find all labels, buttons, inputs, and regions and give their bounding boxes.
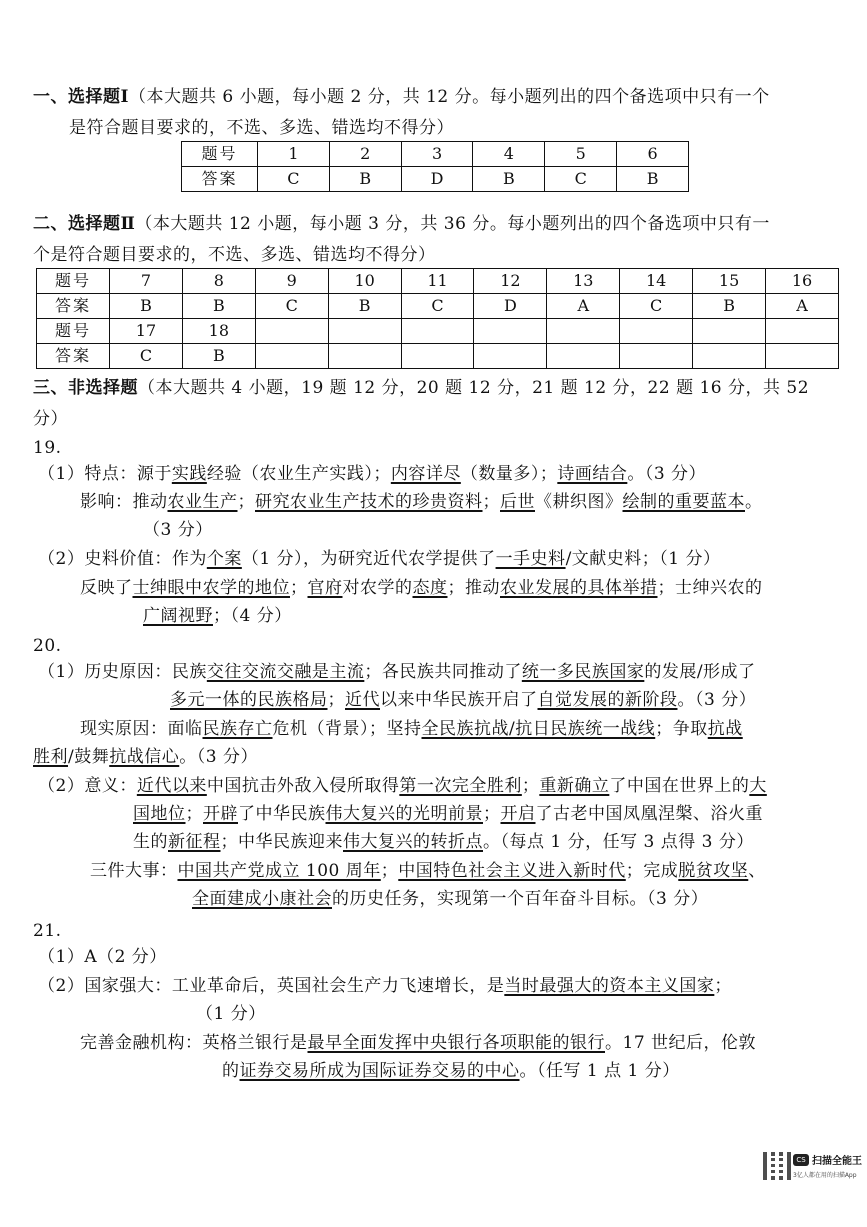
table-row-answers: [37, 344, 839, 369]
answer-cell: C: [401, 294, 474, 319]
q21-part2-strong-nation: （2）国家强大：工业革命后，英国社会生产力飞速增长，是当时最强大的资本主义国家；: [38, 976, 732, 996]
answer-cell: [328, 344, 401, 369]
table-row-question-numbers: [37, 269, 839, 294]
q20-part2-three-events-a: 三件大事：中国共产党成立 100 周年；中国特色社会主义进入新时代；完成脱贫攻坚、: [90, 861, 766, 881]
row-label-question: 题号: [37, 319, 110, 344]
section-3-title: 三、非选择题: [33, 378, 138, 398]
section-3-heading: [33, 375, 809, 401]
section-2-answer-table: [36, 268, 839, 369]
table-row-question-numbers: [37, 319, 839, 344]
question-number-cell: [474, 319, 547, 344]
section-2-heading: [33, 211, 770, 237]
q20-part1-reality-b: 胜利/鼓舞抗战信心。（3 分）: [33, 747, 258, 767]
camscanner-logo-icon: CS: [793, 1154, 809, 1166]
question-number-cell: [620, 319, 693, 344]
question-number-cell: 4: [473, 142, 545, 167]
q19-part1-features: （1）特点：源于实践经验（农业生产实践）；内容详尽（数量多）；诗画结合。（3 分）: [38, 464, 707, 484]
section-1-answer-table: [181, 141, 689, 192]
q20-part2-meaning-a: （2）意义：近代以来中国抗击外敌入侵所取得第一次完全胜利；重新确立了中国在世界上的大: [38, 776, 767, 796]
q19-part1-influence: 影响：推动农业生产；研究农业生产技术的珍贵资料；后世《耕织图》绘制的重要蓝本。: [80, 492, 763, 512]
question-number-cell: [255, 319, 328, 344]
answer-cell: B: [182, 294, 255, 319]
question-number-cell: 6: [617, 142, 689, 167]
answer-cell: B: [473, 167, 545, 192]
q20-number: 20.: [33, 636, 62, 656]
q20-part1-history-b: 多元一体的民族格局；近代以来中华民族开启了自觉发展的新阶段。（3 分）: [170, 690, 757, 710]
q21-number: 21.: [33, 921, 62, 941]
question-number-cell: [766, 319, 839, 344]
section-2-title: 二、选择题Ⅱ: [33, 214, 136, 234]
q20-part1-reality-a: 现实原因：面临民族存亡危机（背景）；坚持全民族抗战/抗日民族统一战线；争取抗战: [80, 719, 743, 739]
answer-cell: C: [110, 344, 183, 369]
section-2-note-a: （本大题共 12 小题，每小题 3 分，共 36 分。每小题列出的四个备选项中只有一: [135, 214, 770, 234]
q20-part2-meaning-b: 国地位；开辟了中华民族伟大复兴的光明前景；开启了古老中国凤凰涅槃、浴火重: [133, 804, 763, 824]
section-1-heading: [33, 84, 770, 110]
row-label-question: 题号: [37, 269, 110, 294]
section-1-note-a: （本大题共 6 小题，每小题 2 分，共 12 分。每小题列出的四个备选项中只有一个: [128, 87, 770, 107]
question-number-cell: 11: [401, 269, 474, 294]
section-1-note-b: 是符合题目要求的，不选、多选、错选均不得分）: [69, 118, 454, 138]
answer-cell: B: [328, 294, 401, 319]
answer-cell: [474, 344, 547, 369]
q20-part1-history-a: （1）历史原因：民族交往交流交融是主流；各民族共同推动了统一多民族国家的发展/形成了: [38, 662, 756, 682]
answer-cell: A: [547, 294, 620, 319]
question-number-cell: 3: [401, 142, 473, 167]
question-number-cell: 10: [328, 269, 401, 294]
q19-part2-tail: 广阔视野；（4 分）: [143, 606, 292, 626]
question-number-cell: 14: [620, 269, 693, 294]
row-label-question: 题号: [182, 142, 258, 167]
answer-cell: C: [620, 294, 693, 319]
question-number-cell: 18: [182, 319, 255, 344]
question-number-cell: 9: [255, 269, 328, 294]
question-number-cell: 7: [110, 269, 183, 294]
question-number-cell: 12: [474, 269, 547, 294]
question-number-cell: 13: [547, 269, 620, 294]
q19-number: 19.: [33, 438, 62, 458]
section-3-note-b: 分）: [33, 409, 68, 429]
answer-cell: [620, 344, 693, 369]
question-number-cell: 5: [545, 142, 617, 167]
answer-cell: C: [255, 294, 328, 319]
answer-cell: C: [545, 167, 617, 192]
q21-part1: （1）A（2 分）: [38, 947, 167, 967]
answer-cell: [255, 344, 328, 369]
question-number-cell: 16: [766, 269, 839, 294]
table-row-answers: [182, 167, 689, 192]
answer-cell: C: [258, 167, 330, 192]
answer-cell: D: [401, 167, 473, 192]
q21-part2-finance-b: 的证券交易所成为国际证券交易的中心。（任写 1 点 1 分）: [222, 1061, 680, 1081]
answer-cell: [766, 344, 839, 369]
row-label-answer: 答案: [182, 167, 258, 192]
q19-part1-score: （3 分）: [143, 520, 213, 540]
question-number-cell: 2: [329, 142, 401, 167]
q19-part2-value: （2）史料价值：作为个案（1 分），为研究近代农学提供了一手史料/文献史料；（1 分）: [38, 549, 721, 569]
table-row-answers: [37, 294, 839, 319]
answer-cell: D: [474, 294, 547, 319]
question-number-cell: [547, 319, 620, 344]
q20-part2-three-events-b: 全面建成小康社会的历史任务，实现第一个百年奋斗目标。（3 分）: [192, 889, 709, 909]
section-2-note-b: 个是符合题目要求的，不选、多选、错选均不得分）: [33, 245, 436, 265]
row-label-answer: 答案: [37, 344, 110, 369]
answer-cell: [693, 344, 766, 369]
question-number-cell: 8: [182, 269, 255, 294]
question-number-cell: 15: [693, 269, 766, 294]
section-3-note-a: （本大题共 4 小题，19 题 12 分，20 题 12 分，21 题 12 分，22 题 16 分，共 52: [138, 378, 810, 398]
question-number-cell: [328, 319, 401, 344]
q19-part2-reflection: 反映了士绅眼中农学的地位；官府对农学的态度；推动农业发展的具体举措；士绅兴农的: [80, 578, 763, 598]
question-number-cell: [693, 319, 766, 344]
scanner-app-tagline: 3亿人都在用的扫描App: [793, 1172, 857, 1179]
question-number-cell: [401, 319, 474, 344]
answer-cell: [401, 344, 474, 369]
answer-cell: A: [766, 294, 839, 319]
question-number-cell: 1: [258, 142, 330, 167]
scanner-app-name: 扫描全能王: [812, 1156, 862, 1167]
section-1-title: 一、选择题I: [33, 87, 129, 107]
answer-cell: B: [617, 167, 689, 192]
answer-cell: B: [693, 294, 766, 319]
answer-cell: B: [110, 294, 183, 319]
question-number-cell: 17: [110, 319, 183, 344]
qr-code-icon: [763, 1152, 791, 1180]
row-label-answer: 答案: [37, 294, 110, 319]
q20-part2-meaning-c: 生的新征程；中华民族迎来伟大复兴的转折点。（每点 1 分，任写 3 点得 3 分）: [133, 832, 754, 852]
answer-cell: B: [329, 167, 401, 192]
q21-part2-score: （1 分）: [196, 1004, 266, 1024]
q21-part2-finance-a: 完善金融机构：英格兰银行是最早全面发挥中央银行各项职能的银行。17 世纪后，伦敦: [80, 1033, 757, 1053]
answer-cell: B: [182, 344, 255, 369]
answer-cell: [547, 344, 620, 369]
table-row-question-numbers: [182, 142, 689, 167]
